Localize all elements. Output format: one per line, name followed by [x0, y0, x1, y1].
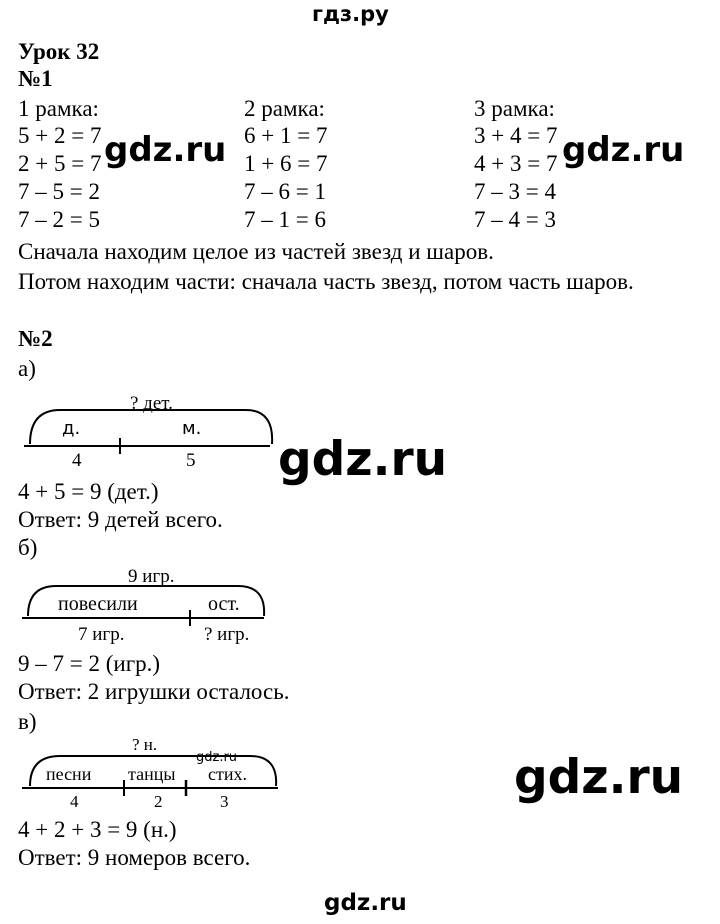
diagram-a-part: д. [62, 418, 81, 439]
task1-text-line: Сначала находим целое из частей звезд и шаров. [18, 239, 494, 264]
col1-title: 1 рамка: [18, 96, 99, 121]
task2b-label: б) [18, 535, 38, 560]
diagram-b-part: ост. [208, 593, 240, 615]
task2c-label: в) [18, 709, 37, 734]
task2a-answer: Ответ: 9 детей всего. [18, 507, 223, 532]
col1-line: 7 – 5 = 2 [18, 179, 100, 204]
task2c-equation: 4 + 2 + 3 = 9 (н.) [18, 817, 177, 842]
watermark: gdz.ru [278, 432, 448, 487]
col2-line: 7 – 1 = 6 [244, 207, 326, 232]
footer-watermark: gdz.ru [324, 890, 407, 916]
diagram-a [20, 404, 276, 454]
task2a-equation: 4 + 5 = 9 (дет.) [18, 479, 159, 504]
diagram-a-part: м. [182, 418, 202, 439]
diagram-b-bottom: ? игр. [204, 624, 250, 645]
diagram-a-top-label: ? дет. [130, 393, 173, 414]
col3-line: 3 + 4 = 7 [474, 123, 558, 148]
diagram-a-bottom: 4 [72, 450, 82, 471]
watermark: gdz.ru [514, 750, 684, 805]
diagram-c-part: танцы [128, 764, 176, 784]
task2b-equation: 9 – 7 = 2 (игр.) [18, 651, 161, 676]
diagram-c-part: стих. [208, 764, 247, 784]
task2-number: №2 [18, 326, 53, 351]
col2-line: 6 + 1 = 7 [244, 123, 328, 148]
task1-number: №1 [18, 66, 53, 91]
diagram-c-bottom: 3 [220, 792, 229, 811]
col3-line: 4 + 3 = 7 [474, 151, 558, 176]
lesson-title: Урок 32 [18, 39, 100, 64]
diagram-b-part: повесили [58, 593, 138, 615]
col2-title: 2 рамка: [244, 96, 325, 121]
task1-text-line: Потом находим части: сначала часть звезд, потом часть шаров. [18, 269, 634, 294]
diagram-c-bottom: 4 [70, 792, 79, 811]
col1-line: 2 + 5 = 7 [18, 151, 102, 176]
watermark: gdz.ru [562, 130, 685, 170]
col2-line: 7 – 6 = 1 [244, 179, 326, 204]
task2c-answer: Ответ: 9 номеров всего. [18, 845, 251, 870]
diagram-c-part: песни [46, 764, 92, 784]
col3-line: 7 – 3 = 4 [474, 179, 556, 204]
task2a-label: а) [18, 356, 36, 381]
watermark: gdz.ru [104, 130, 227, 170]
watermark-small: gdz.ru [196, 750, 238, 765]
diagram-b-top-label: 9 игр. [128, 566, 175, 587]
col1-line: 5 + 2 = 7 [18, 123, 102, 148]
col3-line: 7 – 4 = 3 [474, 207, 556, 232]
diagram-c-top-label: ? н. [132, 735, 158, 754]
diagram-c-bottom: 2 [154, 792, 163, 811]
col2-line: 1 + 6 = 7 [244, 151, 328, 176]
site-header: гдз.ру [312, 2, 389, 26]
task2b-answer: Ответ: 2 игрушки осталось. [18, 679, 290, 704]
diagram-b-bottom: 7 игр. [78, 624, 125, 645]
diagram-a-bottom: 5 [186, 450, 196, 471]
col3-title: 3 рамка: [474, 96, 555, 121]
col1-line: 7 – 2 = 5 [18, 207, 100, 232]
